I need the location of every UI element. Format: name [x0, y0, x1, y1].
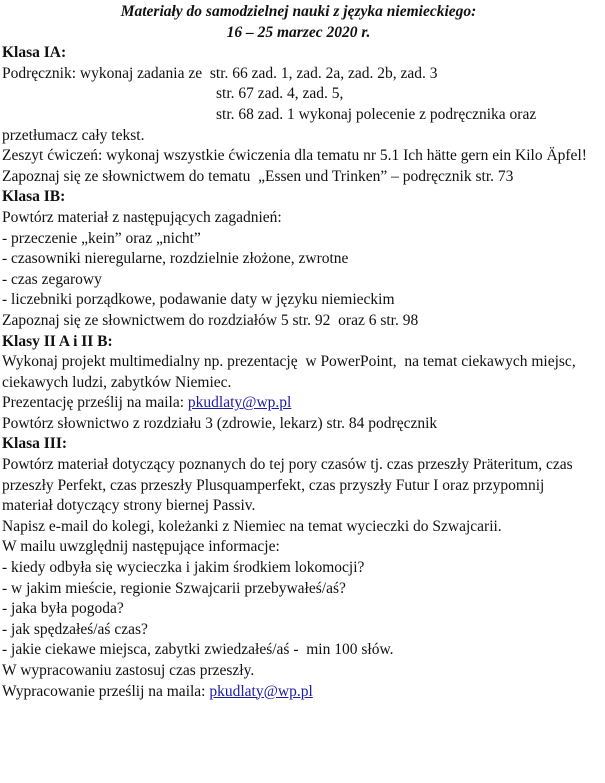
list-item: - jakie ciekawe miejsca, zabytki zwiedzałeś/aś - min 100 słów. — [2, 641, 394, 659]
text-line: W wypracowaniu zastosuj czas przeszły. — [2, 662, 255, 679]
text-line: Zapoznaj się ze słownictwem do tematu „Essen und Trinken” – podręcznik str. 73 — [2, 167, 514, 185]
text-line: Powtórz materiał dotyczący poznanych do tej pory czasów tj. czas przeszły Präteritum, czas — [2, 456, 573, 474]
text-line: materiał dotyczący strony biernej Passiv. — [2, 497, 256, 515]
text-line: Zapoznaj się ze słownictwem do rozdziałów 5 str. 92 oraz 6 str. 98 — [2, 311, 419, 329]
heading-klasa-iii: Klasa III: — [2, 435, 68, 453]
email-link[interactable]: pkudlaty@wp.pl — [209, 682, 313, 700]
send-line — [2, 682, 605, 703]
title-line-2: 16 – 25 marzec 2020 r. — [226, 23, 371, 41]
email-link[interactable]: pkudlaty@wp.pl — [187, 394, 292, 412]
text-line: Napisz e-mail do kolegi, koleżanki z Niemiec na temat wycieczki do Szwajcarii. — [2, 517, 502, 535]
podrecznik-prefix: Podręcznik: wykonaj zadania ze — [2, 64, 210, 82]
podrecznik-line: str. 66 zad. 1, zad. 2a, zad. 2b, zad. 3 — [209, 64, 438, 82]
text-line: Zeszyt ćwiczeń: wykonaj wszystkie ćwiczenia dla tematu nr 5.1 Ich hätte gern ein Kilo Äpfel! — [2, 147, 587, 165]
heading-klasa-ia: Klasa IA: — [2, 44, 67, 62]
list-item: - liczebniki porządkowe, podawanie daty w języku niemieckim — [2, 291, 395, 309]
text-line: Wykonaj projekt multimedialny np. prezentację w PowerPoint, na temat ciekawych miejsc, — [2, 353, 576, 371]
title-line-1: Materiały do samodzielnej nauki z języka niemieckiego: — [120, 3, 477, 20]
podrecznik-line: str. 67 zad. 4, zad. 5, — [216, 85, 344, 103]
list-item: - jak spędzałeś/aś czas? — [2, 620, 148, 638]
heading-klasy-ii: Klasy II A i II B: — [2, 332, 113, 350]
text-line: przetłumacz cały tekst. — [2, 126, 145, 144]
send-line — [2, 393, 605, 414]
list-item: - czasowniki nieregularne, rozdzielnie złożone, zwrotne — [2, 250, 349, 268]
text-line: Powtórz materiał z następujących zagadnień: — [2, 208, 282, 226]
text-line: ciekawych ludzi, zabytków Niemiec. — [2, 373, 232, 391]
send-prefix: Prezentację prześlij na maila: — [2, 394, 188, 412]
heading-klasa-ib: Klasa IB: — [2, 188, 66, 206]
list-item: - kiedy odbyła się wycieczka i jakim środkiem lokomocji? — [2, 559, 365, 577]
list-item: - przeczenie „kein” oraz „nicht” — [2, 229, 201, 247]
text-line: Powtórz słownictwo z rozdziału 3 (zdrowie, lekarz) str. 84 podręcznik — [2, 414, 438, 432]
text-line: przeszły Perfekt, czas przeszły Plusquamperfekt, czas przyszły Futur I oraz przypomnij — [2, 476, 545, 494]
list-item: - czas zegarowy — [2, 270, 102, 288]
podrecznik-line: str. 68 zad. 1 wykonaj polecenie z podręcznika oraz — [216, 105, 537, 123]
list-item: - w jakim mieście, regionie Szwajcarii przebywałeś/aś? — [2, 579, 346, 597]
klasa-ia-podrecznik — [2, 64, 605, 85]
send-prefix: Wypracowanie prześlij na maila: — [2, 682, 210, 700]
list-item: - jaka była pogoda? — [2, 600, 124, 618]
text-line: W mailu uwzględnij następujące informacje: — [2, 538, 280, 556]
